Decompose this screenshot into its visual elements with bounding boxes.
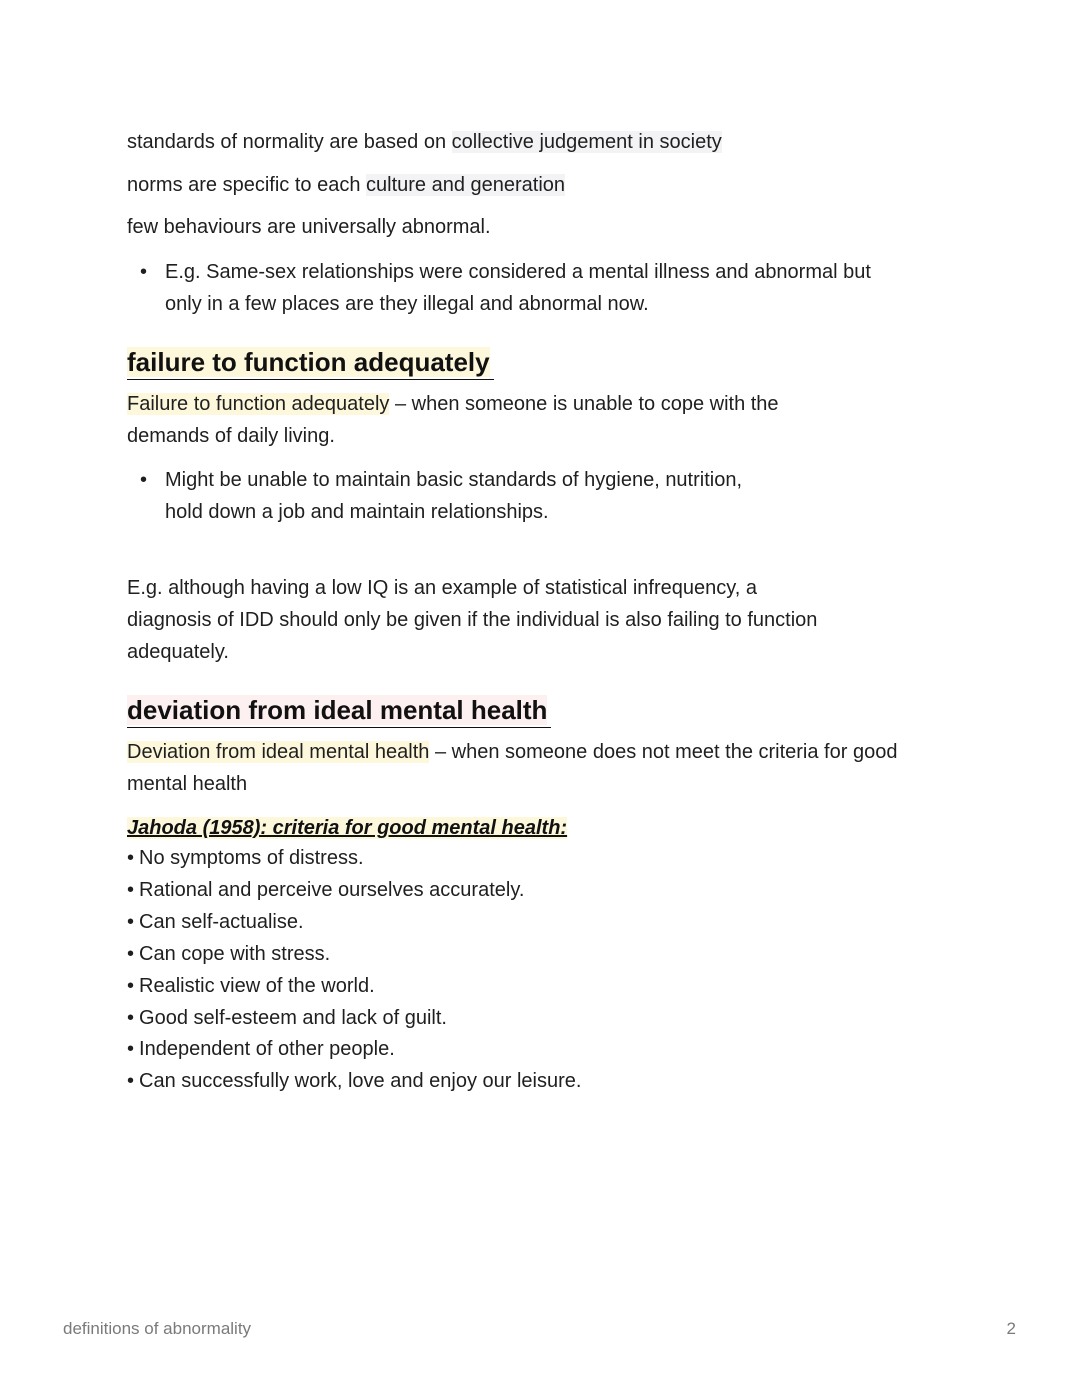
list-item: • No symptoms of distress. [127,843,581,875]
intro-line-1-highlight: collective judgement in society [451,131,722,153]
list-item: • Can self-actualise. [127,907,581,939]
intro-line-2-text: norms are specific to each [127,174,366,196]
list-item: • Good self-esteem and lack of guilt. [127,1003,581,1035]
failure-example-line-2: diagnosis of IDD should only be given if the individual is also failing to function [127,609,818,631]
heading-deviation-from-ideal [127,693,551,728]
intro-line-3: few behaviours are universally abnormal. [127,216,491,238]
failure-definition-rest: – when someone is unable to cope with the [389,393,779,415]
jahoda-title-text: Jahoda (1958): criteria for good mental health: [127,817,568,839]
intro-line-1-text: standards of normality are based on [127,131,452,153]
bullet-dot: • [140,261,148,283]
deviation-definition-term: Deviation from ideal mental health [127,741,430,763]
footer-page-number: 2 [1006,1319,1016,1338]
failure-bullet [140,464,742,528]
heading-failure-text: failure to function adequately [127,347,490,377]
deviation-definition-rest: – when someone does not meet the criteria for good [429,741,898,763]
list-item: • Independent of other people. [127,1034,581,1066]
failure-definition-term: Failure to function adequately [127,393,390,415]
failure-example-line-3: adequately. [127,641,229,663]
deviation-definition-line-1 [127,736,897,768]
jahoda-criteria-list [127,843,581,1098]
intro-line-2-highlight: culture and generation [366,174,566,196]
heading-deviation-text: deviation from ideal mental health [127,695,548,725]
intro-line-1 [127,126,722,158]
deviation-definition-line-2: mental health [127,773,248,795]
intro-bullet [140,256,871,320]
list-item: • Can cope with stress. [127,939,581,971]
bullet-dot: • [140,469,148,491]
intro-bullet-line-2: only in a few places are they illegal and abnormal now. [165,293,649,315]
failure-definition-line-1 [127,388,779,420]
footer-document-title: definitions of abnormality [63,1319,252,1338]
jahoda-title [127,814,567,842]
intro-bullet-line-1: E.g. Same-sex relationships were considered a mental illness and abnormal but [165,261,871,283]
intro-line-2 [127,169,565,201]
failure-bullet-line-2: hold down a job and maintain relationships. [165,501,549,523]
failure-bullet-line-1: Might be unable to maintain basic standards of hygiene, nutrition, [165,469,743,491]
list-item: • Rational and perceive ourselves accurately. [127,875,581,907]
list-item: • Can successfully work, love and enjoy our leisure. [127,1066,581,1098]
heading-failure-to-function [127,345,494,380]
failure-definition-line-2: demands of daily living. [127,425,335,447]
list-item: • Realistic view of the world. [127,971,581,1003]
failure-example-line-1: E.g. although having a low IQ is an example of statistical infrequency, a [127,577,757,599]
